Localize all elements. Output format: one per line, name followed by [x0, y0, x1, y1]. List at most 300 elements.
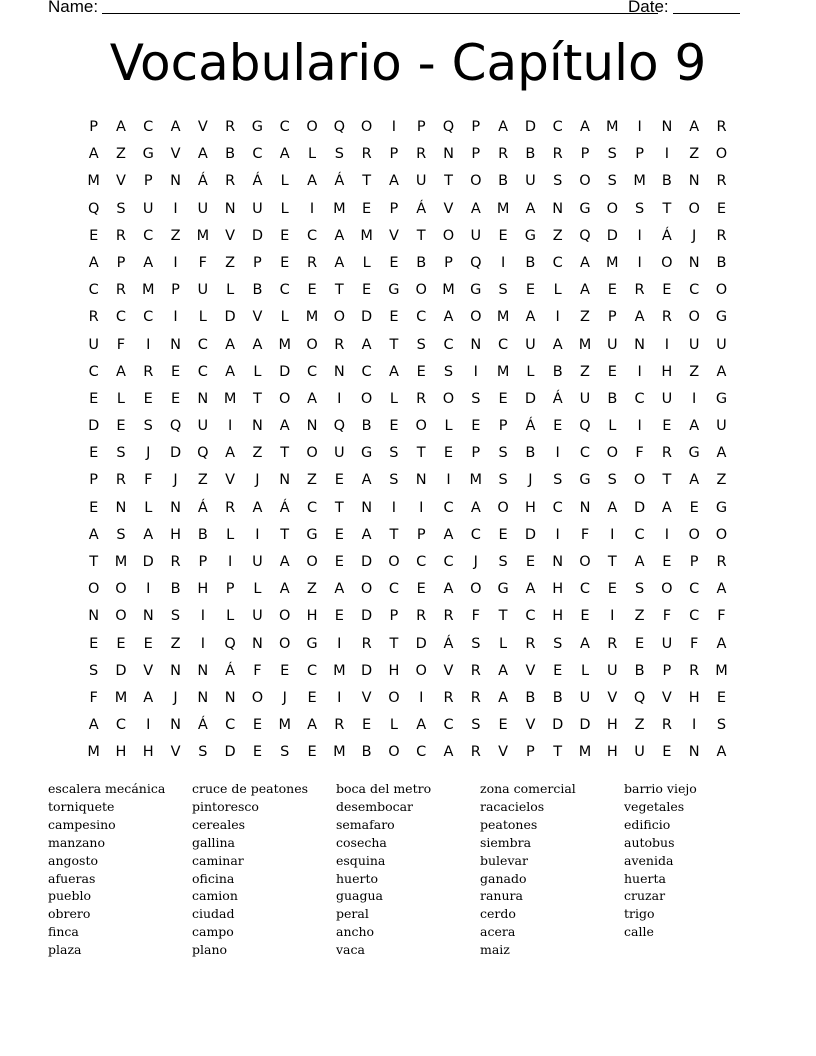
grid-letter: L: [116, 390, 125, 407]
grid-letter: U: [661, 390, 673, 407]
grid-letter: O: [579, 173, 591, 190]
grid-letter: M: [578, 336, 592, 353]
grid-letter: I: [200, 608, 205, 625]
grid-letter: E: [362, 282, 372, 299]
grid-letter: I: [146, 336, 151, 353]
grid-row: [80, 223, 736, 250]
grid-letter: M: [87, 173, 100, 190]
grid-letter: C: [443, 717, 454, 734]
grid-letter: G: [715, 499, 728, 516]
grid-letter: M: [333, 662, 346, 679]
grid-letter: N: [170, 173, 181, 190]
grid-letter: A: [689, 472, 700, 489]
word-bank-item: caminar: [192, 852, 244, 868]
grid-row: [80, 440, 736, 467]
grid-letter: C: [388, 581, 399, 598]
grid-letter: Q: [333, 418, 346, 435]
grid-letter: O: [279, 635, 291, 652]
grid-letter: Q: [633, 689, 646, 706]
grid-letter: S: [389, 472, 399, 489]
word-bank-item: vaca: [336, 942, 365, 958]
grid-letter: J: [692, 227, 697, 244]
grid-letter: A: [361, 472, 372, 489]
name-blank-field[interactable]: [102, 13, 658, 14]
grid-letter: P: [689, 554, 699, 570]
grid-row: [80, 141, 736, 168]
grid-letter: A: [498, 119, 509, 135]
grid-letter: R: [306, 254, 318, 271]
grid-letter: J: [173, 689, 178, 706]
grid-letter: L: [608, 418, 617, 435]
grid-letter: S: [607, 472, 617, 489]
grid-letter: C: [634, 526, 645, 543]
grid-letter: M: [496, 309, 510, 326]
grid-letter: O: [661, 581, 673, 598]
grid-letter: C: [416, 554, 427, 570]
grid-letter: T: [334, 282, 344, 299]
grid-letter: L: [553, 282, 562, 299]
grid-letter: O: [442, 390, 455, 407]
grid-letter: E: [89, 445, 99, 462]
date-blank-field[interactable]: [673, 13, 740, 14]
word-bank-column: [480, 780, 624, 959]
grid-row: [80, 495, 736, 522]
grid-letter: O: [442, 227, 455, 244]
grid-letter: D: [251, 227, 264, 244]
grid-letter: F: [690, 635, 699, 652]
grid-letter: E: [607, 363, 617, 380]
grid-letter: R: [716, 119, 727, 135]
grid-letter: Z: [225, 254, 236, 271]
grid-letter: A: [689, 418, 700, 435]
grid-letter: E: [525, 554, 535, 570]
grid-letter: U: [197, 282, 209, 299]
grid-letter: Z: [634, 608, 645, 625]
grid-letter: Z: [580, 363, 590, 380]
grid-letter: V: [225, 472, 236, 489]
grid-letter: Z: [170, 227, 181, 244]
grid-letter: V: [361, 689, 372, 706]
grid-letter: F: [89, 689, 98, 706]
grid-letter: G: [579, 472, 591, 489]
grid-letter: S: [116, 445, 126, 462]
grid-row: [80, 359, 736, 386]
grid-letter: L: [580, 662, 590, 679]
grid-letter: I: [391, 499, 397, 516]
grid-letter: N: [579, 499, 591, 516]
grid-letter: A: [252, 336, 263, 353]
grid-letter: N: [197, 689, 209, 706]
word-bank-item: ganado: [480, 870, 527, 886]
grid-letter: E: [389, 254, 399, 271]
word-bank: [48, 780, 768, 959]
grid-letter: D: [415, 635, 427, 652]
grid-letter: M: [196, 227, 210, 244]
grid-letter: L: [253, 363, 262, 380]
grid-letter: A: [470, 200, 481, 217]
grid-letter: N: [415, 472, 427, 489]
grid-letter: V: [252, 309, 263, 326]
grid-letter: P: [389, 608, 399, 625]
grid-letter: R: [716, 554, 727, 570]
word-bank-item: ancho: [336, 924, 375, 940]
grid-letter: G: [306, 526, 318, 543]
grid-letter: R: [334, 717, 345, 734]
grid-letter: T: [334, 499, 344, 516]
grid-letter: T: [662, 472, 672, 489]
grid-letter: L: [280, 200, 289, 217]
grid-letter: F: [717, 608, 726, 625]
grid-letter: A: [88, 254, 99, 271]
grid-letter: S: [553, 635, 563, 652]
grid-letter: I: [473, 363, 478, 380]
grid-letter: O: [388, 689, 400, 706]
grid-letter: M: [333, 200, 346, 217]
grid-letter: C: [579, 445, 591, 462]
grid-letter: D: [361, 608, 373, 625]
grid-letter: H: [306, 608, 318, 625]
grid-letter: N: [170, 717, 181, 734]
grid-letter: S: [471, 717, 481, 734]
grid-letter: V: [225, 227, 236, 244]
grid-letter: I: [610, 526, 615, 543]
grid-letter: P: [471, 445, 481, 462]
grid-letter: V: [525, 717, 536, 734]
word-bank-item: edificio: [624, 816, 671, 832]
grid-letter: G: [715, 309, 728, 326]
grid-letter: R: [225, 119, 236, 135]
grid-letter: S: [607, 146, 617, 163]
grid-letter: A: [716, 581, 727, 598]
grid-row: [80, 712, 736, 739]
grid-letter: O: [688, 200, 700, 217]
grid-letter: C: [552, 119, 563, 135]
grid-letter: I: [173, 309, 178, 326]
grid-letter: U: [688, 336, 700, 353]
word-bank-item: afueras: [48, 870, 96, 886]
grid-letter: A: [716, 445, 727, 462]
grid-letter: E: [689, 499, 699, 516]
grid-letter: S: [416, 336, 426, 353]
grid-letter: A: [307, 717, 317, 734]
grid-letter: A: [88, 146, 99, 163]
grid-letter: T: [662, 200, 672, 217]
grid-letter: R: [416, 146, 427, 163]
grid-letter: O: [715, 526, 728, 543]
grid-letter: S: [498, 472, 508, 489]
grid-letter: R: [115, 227, 126, 244]
grid-letter: R: [443, 608, 454, 625]
word-bank-item: camion: [192, 888, 238, 904]
grid-letter: C: [143, 309, 154, 326]
grid-letter: P: [198, 554, 208, 570]
grid-letter: A: [716, 363, 727, 380]
grid-letter: H: [552, 608, 564, 625]
grid-row: [80, 576, 736, 603]
grid-letter: I: [637, 119, 642, 135]
grid-letter: L: [144, 499, 153, 516]
grid-letter: O: [306, 554, 318, 570]
grid-letter: R: [661, 309, 672, 326]
grid-letter: L: [389, 390, 398, 407]
grid-letter: R: [525, 635, 536, 652]
grid-letter: N: [661, 119, 673, 135]
grid-letter: T: [416, 227, 426, 244]
grid-letter: R: [470, 744, 481, 761]
grid-letter: A: [580, 119, 590, 135]
grid-letter: C: [306, 662, 318, 679]
grid-letter: S: [498, 282, 508, 299]
grid-letter: C: [252, 146, 263, 163]
grid-letter: N: [197, 662, 209, 679]
grid-letter: E: [170, 390, 181, 407]
grid-row: [80, 168, 736, 195]
word-bank-item: semafaro: [336, 816, 395, 832]
grid-letter: M: [333, 744, 346, 761]
grid-letter: Z: [170, 635, 181, 652]
grid-letter: O: [470, 173, 482, 190]
grid-letter: T: [389, 336, 399, 353]
grid-letter: A: [416, 717, 427, 734]
grid-letter: U: [661, 635, 673, 652]
grid-letter: E: [116, 635, 126, 652]
word-bank-item: vegetales: [624, 798, 685, 814]
grid-letter: T: [498, 608, 508, 625]
grid-letter: A: [143, 254, 154, 271]
grid-letter: N: [170, 499, 181, 516]
grid-letter: E: [307, 689, 317, 706]
grid-letter: U: [252, 554, 263, 570]
grid-letter: T: [444, 173, 453, 190]
grid-letter: O: [579, 554, 591, 570]
grid-letter: G: [524, 227, 537, 244]
grid-letter: H: [170, 526, 181, 543]
grid-letter: E: [580, 608, 590, 625]
grid-letter: N: [142, 608, 154, 625]
grid-letter: J: [528, 472, 533, 489]
grid-letter: J: [255, 472, 260, 489]
grid-letter: O: [415, 662, 427, 679]
grid-letter: H: [606, 744, 618, 761]
grid-letter: H: [197, 581, 209, 598]
grid-letter: A: [225, 363, 236, 380]
grid-letter: E: [607, 581, 617, 598]
grid-letter: M: [305, 309, 319, 326]
word-bank-item: zona comercial: [480, 781, 576, 796]
grid-letter: B: [607, 390, 618, 407]
grid-letter: J: [146, 445, 151, 462]
grid-letter: D: [279, 363, 291, 380]
grid-letter: M: [496, 363, 510, 380]
grid-letter: T: [553, 744, 563, 761]
word-bank-item: autobus: [624, 834, 675, 850]
grid-letter: S: [389, 445, 399, 462]
grid-letter: S: [634, 581, 645, 598]
grid-letter: G: [579, 200, 591, 217]
grid-letter: E: [498, 526, 508, 543]
grid-letter: C: [143, 227, 154, 244]
grid-letter: P: [389, 200, 399, 217]
word-bank-item: desembocar: [336, 798, 414, 814]
grid-letter: P: [580, 146, 590, 163]
grid-letter: R: [607, 635, 618, 652]
grid-letter: D: [524, 390, 536, 407]
grid-letter: E: [498, 227, 508, 244]
grid-letter: C: [416, 744, 427, 761]
grid-letter: Q: [470, 254, 482, 271]
grid-letter: V: [115, 173, 126, 190]
grid-letter: I: [610, 608, 615, 625]
grid-letter: I: [637, 227, 642, 244]
grid-letter: U: [252, 200, 263, 217]
grid-letter: C: [88, 363, 99, 380]
grid-letter: P: [662, 662, 672, 679]
grid-letter: F: [116, 336, 126, 353]
word-bank-item: acera: [480, 924, 516, 940]
grid-letter: V: [443, 200, 454, 217]
grid-letter: A: [634, 309, 645, 326]
grid-letter: E: [334, 554, 344, 570]
grid-letter: H: [606, 717, 618, 734]
grid-letter: M: [87, 744, 100, 761]
grid-letter: S: [498, 445, 508, 462]
grid-letter: C: [689, 608, 700, 625]
grid-letter: U: [634, 744, 645, 761]
grid-letter: A: [170, 119, 181, 135]
grid-letter: Á: [552, 390, 563, 407]
grid-letter: M: [633, 173, 646, 190]
grid-letter: I: [200, 635, 205, 652]
grid-letter: Z: [689, 363, 700, 380]
grid-letter: V: [388, 227, 399, 244]
grid-letter: D: [524, 119, 536, 135]
grid-letter: Z: [115, 146, 126, 163]
grid-letter: L: [280, 309, 289, 326]
grid-letter: U: [525, 173, 536, 190]
grid-letter: S: [553, 173, 563, 190]
grid-letter: A: [279, 418, 290, 435]
grid-letter: E: [607, 282, 617, 299]
grid-letter: L: [362, 254, 371, 271]
grid-letter: U: [606, 662, 618, 679]
grid-letter: C: [197, 363, 208, 380]
word-bank-item: ranura: [480, 888, 523, 904]
grid-letter: E: [553, 662, 563, 679]
grid-letter: U: [415, 173, 427, 190]
grid-letter: R: [170, 554, 181, 570]
grid-letter: O: [306, 445, 318, 462]
grid-letter: C: [689, 282, 700, 299]
grid-letter: P: [607, 309, 617, 326]
word-bank-item: boca del metro: [336, 781, 432, 796]
grid-letter: N: [552, 554, 564, 570]
grid-letter: S: [471, 635, 481, 652]
grid-letter: D: [361, 309, 373, 326]
grid-letter: R: [634, 282, 645, 299]
word-bank-item: manzano: [48, 834, 105, 850]
grid-row: [80, 658, 736, 685]
grid-letter: Z: [634, 717, 645, 734]
grid-letter: E: [252, 717, 263, 734]
grid-letter: Á: [197, 717, 208, 734]
grid-letter: E: [389, 418, 399, 435]
grid-letter: U: [252, 608, 263, 625]
grid-letter: C: [552, 499, 563, 516]
word-bank-item: siembra: [480, 834, 532, 850]
grid-letter: L: [198, 309, 207, 326]
grid-letter: E: [416, 581, 426, 598]
grid-letter: E: [334, 526, 344, 543]
grid-letter: R: [443, 689, 454, 706]
grid-letter: S: [170, 608, 181, 625]
grid-row: [80, 549, 736, 576]
grid-letter: I: [692, 717, 697, 734]
grid-letter: L: [499, 635, 508, 652]
grid-letter: A: [388, 363, 399, 380]
grid-letter: V: [607, 689, 618, 706]
grid-letter: C: [443, 499, 454, 516]
grid-letter: D: [579, 717, 591, 734]
grid-letter: U: [142, 200, 154, 217]
grid-letter: C: [306, 227, 318, 244]
grid-letter: T: [416, 445, 426, 462]
grid-letter: A: [225, 445, 236, 462]
grid-letter: R: [225, 499, 236, 516]
grid-letter: A: [716, 744, 727, 761]
word-search-grid: [80, 114, 736, 767]
grid-letter: A: [580, 282, 590, 299]
grid-letter: S: [498, 554, 508, 570]
grid-letter: E: [334, 608, 344, 625]
grid-letter: A: [443, 581, 454, 598]
grid-letter: P: [471, 146, 481, 163]
grid-row: [80, 250, 736, 277]
grid-letter: R: [716, 227, 727, 244]
grid-letter: Á: [197, 499, 208, 516]
grid-letter: Q: [224, 635, 236, 652]
grid-letter: R: [661, 445, 672, 462]
grid-letter: S: [471, 390, 481, 407]
grid-letter: I: [446, 472, 451, 489]
grid-letter: F: [144, 472, 153, 489]
grid-letter: C: [525, 608, 536, 625]
grid-letter: E: [635, 635, 645, 652]
grid-letter: D: [606, 227, 618, 244]
grid-letter: S: [634, 200, 645, 217]
grid-letter: F: [198, 254, 207, 271]
grid-letter: O: [606, 200, 618, 217]
grid-letter: D: [361, 662, 373, 679]
grid-letter: F: [580, 526, 590, 543]
grid-letter: E: [525, 282, 535, 299]
word-bank-column: [48, 780, 192, 959]
grid-letter: O: [388, 744, 400, 761]
grid-letter: V: [443, 662, 454, 679]
grid-letter: R: [552, 146, 563, 163]
grid-letter: D: [142, 554, 154, 570]
grid-letter: E: [143, 635, 153, 652]
grid-letter: P: [225, 581, 235, 598]
grid-letter: L: [526, 363, 535, 380]
grid-letter: S: [280, 744, 290, 761]
grid-letter: I: [255, 526, 260, 543]
grid-letter: G: [142, 146, 154, 163]
grid-letter: A: [197, 146, 208, 163]
grid-letter: I: [664, 146, 670, 163]
grid-letter: E: [307, 744, 317, 761]
grid-letter: A: [552, 336, 563, 353]
grid-letter: B: [552, 363, 563, 380]
